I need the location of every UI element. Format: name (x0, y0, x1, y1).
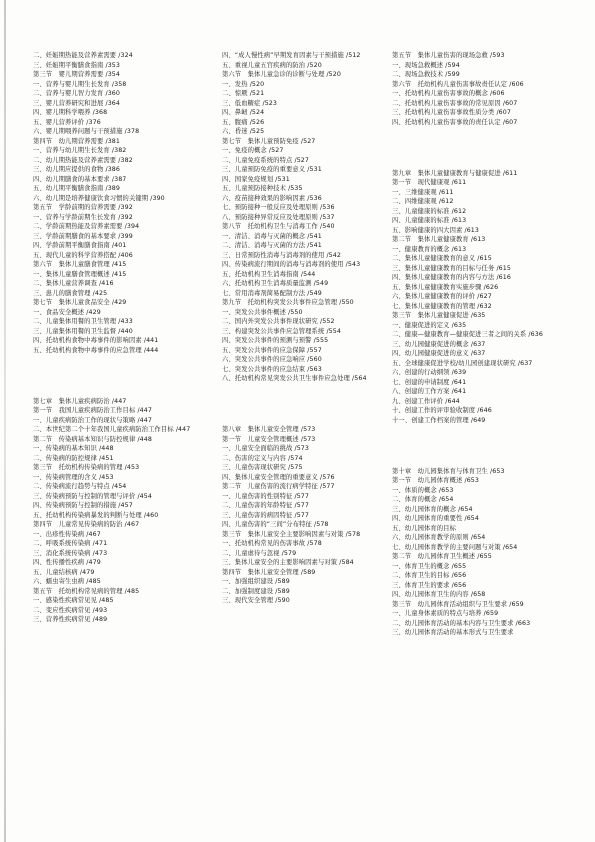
toc-column-left (33, 51, 198, 625)
toc-entry: 四、“成人慢性病”早期发育因素与干预措施 /512 (222, 52, 361, 59)
toc-entry: 一、集体儿童膳食管理概述 /415 (33, 270, 127, 278)
toc-entry: 第五节 托幼机构常见病的管理 /485 (33, 587, 140, 595)
toc-entry: 第一节 我国儿童疾病防治工作目标 /447 (33, 407, 152, 414)
toc-entry: 四、幼儿园体育的重要性 /654 (392, 515, 480, 522)
toc-entry: 二、本世纪第二个十年我国儿童疾病防治工作目标 /447 (33, 426, 191, 433)
toc-entry: 八、预防接种异常反应及处理原则 /537 (222, 213, 335, 221)
toc-entry: 四、幼儿园体育卫生的内容 /658 (392, 591, 486, 598)
toc-entry: 一、免疫的概念 /527 (222, 147, 284, 154)
toc-entry: 九、创建工作评价 /644 (392, 397, 460, 405)
toc-entry: 六、幼儿园体育教学的原则 /654 (392, 534, 486, 541)
toc-entry: 七、常用消毒剂简易配制方法 /549 (222, 289, 322, 297)
toc-entry: 二、儿童虐待与忽视 /579 (222, 549, 297, 557)
toc-entry: 二、现场急救技术 /599 (392, 71, 460, 78)
toc-entry: 二、呼吸系统传染病 /471 (33, 540, 108, 547)
toc-entry: 三、集体儿童安全的主要影响因素与对策 /584 (222, 559, 354, 566)
toc-entry: 二、儿童免疫系统的特点 /527 (222, 156, 310, 164)
toc-entry: 三、幼儿期应提供的食物 /386 (33, 166, 121, 173)
toc-entry: 三、幼儿园体育的概念 /654 (392, 505, 473, 513)
toc-entry: 一、传染病的基本知识 /448 (33, 445, 114, 452)
toc-entry: 一、传染病管理的含义 /453 (33, 473, 114, 481)
toc-entry: 二、托幼机构儿童伤害事故的常见原因 /607 (392, 99, 518, 107)
toc-entry: 五、托幼机构传染病暴发的判断与处理 /460 (33, 511, 159, 519)
toc-entry: 五、全球健康促进学校/幼儿园创建现状研究 /637 (392, 359, 533, 367)
toc-entry: 四、性传播性疾病 /479 (33, 559, 101, 566)
toc-entry: 四、学龄前期平衡膳食指南 /401 (33, 242, 127, 249)
toc-entry: 一、发热 /520 (222, 80, 265, 88)
toc-entry: 第八章 集体儿童安全管理 /573 (222, 426, 316, 433)
toc-entry: 第一节 幼儿园体育概述 /653 (392, 477, 480, 484)
toc-entry: 八、创建的工作方案 /641 (392, 388, 467, 395)
toc-entry: 八、托幼机构常见突发公共卫生事件应急处理 /564 (222, 375, 367, 382)
toc-entry: 四、鼻衄 /524 (222, 109, 265, 116)
toc-entry: 二、加强制度建设 /589 (222, 587, 290, 595)
toc-entry: 三、婴儿营养研究和进展 /364 (33, 99, 121, 107)
toc-entry: 二、儿童集体用餐的卫生管理 /433 (33, 318, 133, 325)
toc-entry: 四、国家免疫规划 /531 (222, 175, 290, 183)
toc-entry: 三、消化系统传染病 /473 (33, 549, 108, 557)
toc-entry: 四、托幼机构食物中毒事件的影响因素 /441 (33, 337, 159, 344)
toc-entry: 第七章 集体儿童疾病防治 /447 (33, 397, 127, 405)
toc-entry: 一、营养与学龄前期生长发育 /392 (33, 213, 133, 221)
toc-entry: 第二节 传染病基本知识与防控规律 /448 (33, 435, 152, 443)
toc-entry: 四、幼儿园健康促进的意义 /637 (392, 350, 486, 357)
toc-spacer (392, 143, 582, 153)
toc-entry: 五、突发公共事件的应急保障 /557 (222, 346, 322, 354)
toc-entry: 五、现代儿童的科学营养搭配 /406 (33, 251, 133, 259)
toc-entry: 第六节 托幼机构儿童伤害事故责任认定 /606 (392, 80, 524, 88)
toc-entry: 第八节 托幼机构卫生与消毒工作 /540 (222, 223, 335, 230)
toc-entry: 一、儿童疾病防治工作的现状与策略 /447 (33, 416, 152, 424)
toc-entry: 一、营养与幼儿期生长发育 /382 (33, 147, 127, 154)
toc-entry: 四、突发公共事件的预测与预警 /555 (222, 337, 329, 344)
toc-entry: 第六节 集体儿童膳食管理 /415 (33, 261, 127, 268)
toc-entry: 四、幼儿期膳食的基本要求 /387 (33, 175, 127, 183)
toc-entry: 第九章 集体儿童健康教育与健康促进 /611 (392, 169, 518, 177)
toc-entry: 第五节 学龄前期的营养需要 /392 (33, 204, 133, 211)
toc-entry: 七、集体儿童健康教育的管理 /632 (392, 302, 492, 310)
toc-entry: 十一、创建工作档案的管理 /649 (392, 416, 486, 424)
toc-entry: 三、学龄前期膳食的基本要求 /399 (33, 232, 133, 240)
toc-entry: 第三节 集体儿童健康促进 /635 (392, 312, 486, 319)
toc-entry: 六、创建的行动纲领 /639 (392, 369, 467, 376)
toc-entry: 一、突发公共事件概述 /550 (222, 308, 303, 316)
toc-entry: 二、惊厥 /521 (222, 90, 265, 97)
toc-entry: 第三节 托幼机构传染病的管理 /453 (33, 464, 140, 471)
toc-entry: 三、儿童预防免疫的重要意义 /531 (222, 166, 322, 173)
toc-spacer (33, 371, 198, 381)
toc-entry: 三、患儿的膳食管理 /425 (33, 289, 108, 297)
toc-entry: 第六节 集体儿童急诊的诊断与处理 /520 (222, 71, 341, 78)
toc-entry: 一、出疹性传染病 /467 (33, 530, 101, 538)
toc-entry: 四、集体儿童安全管理的重要意义 /576 (222, 473, 335, 481)
toc-entry: 五、幼儿园体育的目标 (392, 524, 456, 532)
toc-entry: 六、幼儿期是培养健康饮食习惯的关键期 /390 (33, 194, 165, 202)
toc-entry: 一、食品安全概述 /429 (33, 308, 101, 316)
toc-entry: 七、创建的申请制度 /641 (392, 378, 467, 386)
toc-entry: 二、幼儿期热能及营养素需要 /382 (33, 156, 133, 164)
toc-entry: 三、构建突发公共事件应急管理系统 /554 (222, 327, 341, 335)
toc-entry: 三、传染病预防与控制的管理与评价 /454 (33, 492, 152, 500)
toc-entry: 三、儿童集体用餐的卫生监督 /440 (33, 327, 133, 335)
toc-entry: 六、突发公共事件的应急响应 /560 (222, 356, 322, 363)
toc-entry: 第二节 幼儿园体育卫生概述 /655 (392, 553, 492, 560)
toc-entry: 第四节 幼儿期营养需要 /381 (33, 137, 121, 145)
toc-entry: 五、托幼机构食物中毒事件的应急管理 /444 (33, 346, 159, 354)
toc-entry: 三、妊娠期平衡膳食指南 /353 (33, 61, 121, 69)
toc-entry: 一、体质的概念 /653 (392, 486, 454, 494)
toc-entry: 七、突发公共事件的应急结束 /563 (222, 365, 322, 373)
toc-entry: 一、三维健康观 /611 (392, 188, 454, 196)
toc-entry: 三、幼儿园体育活动的基本形式与卫生要求 (392, 629, 514, 636)
toc-entry: 一、加强组织建设 /589 (222, 578, 290, 585)
toc-entry: 五、重视儿童五官疾病的防治 /520 (222, 61, 322, 69)
toc-entry: 三、现代安全管理 /590 (222, 597, 290, 604)
toc-entry: 四、集体儿童健康教育的内容与方法 /616 (392, 274, 511, 281)
toc-spacer (392, 441, 582, 451)
toc-entry: 五、集体儿童健康教育实施步骤 /626 (392, 283, 499, 291)
toc-entry: 一、感染性疾病常见见 /485 (33, 597, 114, 604)
toc-entry: 一、健康促进的定义 /635 (392, 321, 467, 329)
toc-entry: 第三节 婴儿期营养需要 /354 (33, 71, 121, 78)
toc-entry: 二、集体儿童营养调查 /416 (33, 280, 114, 287)
toc-entry: 二、体育卫生的目标 /656 (392, 572, 467, 579)
toc-entry: 第七节 集体儿童食品安全 /429 (33, 299, 127, 306)
toc-entry: 四、婴儿期科学喂养 /368 (33, 109, 108, 116)
toc-spacer (222, 400, 387, 410)
toc-entry: 二、四维健康观 /612 (392, 198, 454, 205)
toc-entry: 二、幼儿园体育活动的基本内容与卫生要求 /663 (392, 619, 531, 627)
toc-entry: 五、腹痛 /526 (222, 118, 265, 126)
toc-entry: 三、儿童伤害的病因特征 /577 (222, 511, 310, 519)
toc-entry: 七、预防接种一般反应及处理原则 /536 (222, 204, 335, 211)
toc-entry: 第四节 儿童常见传染病的防治 /467 (33, 521, 140, 528)
toc-entry: 一、体育卫生的概念 /655 (392, 562, 467, 570)
toc-entry: 三、低血糖症 /523 (222, 99, 278, 107)
toc-entry: 第二节 集体儿童健康教育 /613 (392, 236, 486, 243)
toc-entry: 四、托幼机构儿童伤害事故的责任认定 /607 (392, 118, 518, 126)
toc-column-middle (222, 51, 387, 606)
toc-entry: 四、传染病预防与控制的措施 /457 (33, 502, 133, 509)
toc-entry: 二、健康—健康教育—健康促进三者之间的关系 /636 (392, 331, 543, 338)
toc-entry: 二、体育的概念 /654 (392, 496, 454, 503)
toc-column-right (392, 51, 582, 638)
toc-entry: 二、妊娠期热能及营养素需要 /324 (33, 52, 133, 59)
toc-entry: 第九节 托幼机构突发公共事件应急管理 /550 (222, 299, 354, 306)
toc-entry: 五、儿童预防接种技术 /535 (222, 185, 303, 192)
toc-entry: 三、日常预防性消毒与消毒剂的使用 /542 (222, 251, 341, 259)
toc-entry: 二、传染病流行趋势与特点 /454 (33, 483, 127, 490)
toc-entry: 第三节 幼儿园体育活动组织与卫生要求 /659 (392, 600, 524, 608)
toc-entry: 三、体育卫生的要求 /656 (392, 581, 467, 589)
toc-entry: 二、国内外突发公共事件现状研究 /552 (222, 318, 335, 325)
toc-entry: 第七节 集体儿童预防免疫 /527 (222, 137, 316, 145)
toc-entry: 十、创建工作的评审验收制度 /646 (392, 407, 492, 414)
toc-entry: 三、儿童健康的标准 /612 (392, 207, 467, 215)
toc-entry: 五、婴儿营养评价 /376 (33, 118, 101, 126)
toc-entry: 第三节 集体儿童安全主要影响因素与对策 /578 (222, 530, 361, 538)
toc-entry: 二、集体儿童健康教育的意义 /615 (392, 255, 492, 262)
toc-entry: 第十章 幼儿园集体育与体育卫生 /653 (392, 467, 505, 475)
toc-entry: 五、托幼机构卫生消毒指南 /544 (222, 270, 316, 278)
toc-entry: 第四节 集体儿童安全管理 /589 (222, 568, 316, 576)
toc-entry: 一、营养与婴儿期生长发育 /358 (33, 80, 127, 88)
toc-entry: 五、幼儿期平衡膳食指南 /389 (33, 185, 121, 192)
toc-entry: 一、儿童身体素质的特点与培养 /659 (392, 610, 499, 617)
toc-entry: 三、幼儿园健康促进的概念 /637 (392, 340, 486, 348)
toc-entry: 二、儿童伤害的年龄特征 /577 (222, 502, 310, 509)
toc-entry: 四、传染病流行期间的消毒与消毒剂的使用 /543 (222, 261, 361, 268)
toc-entry: 一、现场急救概述 /594 (392, 61, 460, 69)
toc-entry: 五、儿童结核病 /479 (33, 568, 95, 576)
toc-entry: 一、健康教育的概念 /613 (392, 245, 467, 253)
toc-entry: 一、托幼机构儿童伤害事故的概念 /606 (392, 90, 505, 97)
toc-entry: 二、变应性疾病常见 /493 (33, 606, 108, 614)
toc-entry: 一、清洁、消毒与灭菌的概念 /541 (222, 232, 322, 240)
toc-entry: 三、营养性疾病常见 /489 (33, 616, 108, 623)
toc-entry: 二、伤害的定义与内容 /574 (222, 454, 303, 462)
toc-entry: 二、学龄前期热能及营养素需要 /394 (33, 223, 140, 230)
scan-edge-shadow (4, 0, 6, 842)
toc-entry: 四、儿童伤害的“三间”分布特征 /578 (222, 521, 329, 528)
toc-entry: 一、儿童伤害的性别特征 /577 (222, 492, 310, 500)
toc-entry: 第一节 现代健康观 /611 (392, 179, 467, 186)
toc-entry: 五、影响健康的四大因素 /613 (392, 226, 480, 234)
toc-entry: 三、儿童伤害现状研究 /575 (222, 464, 303, 471)
toc-entry: 六、蠕虫寄生虫病 /485 (33, 578, 101, 585)
toc-entry: 二、清洁、消毒与灭菌的方法 /541 (222, 242, 322, 249)
toc-entry: 第二节 儿童伤害的流行病学特征 /577 (222, 483, 335, 490)
toc-entry: 三、集体儿童健康教育的目标与任务 /615 (392, 264, 511, 272)
toc-entry: 一、托幼机构常见的伤害事故 /578 (222, 540, 322, 547)
toc-entry: 六、昏迷 /525 (222, 128, 265, 135)
toc-entry: 第五节 集体儿童伤害的现场急救 /593 (392, 52, 505, 59)
toc-entry: 六、疫苗接种效果的影响因素 /536 (222, 194, 322, 202)
toc-entry: 七、幼儿园体育教学的主要问题与对策 /654 (392, 543, 518, 551)
toc-entry: 六、托幼机构卫生消毒质量监测 /549 (222, 280, 329, 287)
toc-entry: 第一节 儿童安全管理概述 /573 (222, 435, 316, 443)
toc-entry: 四、儿童健康的标准 /613 (392, 217, 467, 224)
toc-entry: 二、传染病的防控规律 /451 (33, 454, 114, 462)
toc-entry: 一、儿童安全面临的挑战 /573 (222, 445, 310, 452)
toc-entry: 六、集体儿童健康教育的评价 /627 (392, 293, 492, 300)
toc-entry: 六、婴儿期喂养问题与干预措施 /378 (33, 128, 140, 135)
toc-entry: 二、营养与婴儿智力发育 /360 (33, 90, 121, 97)
toc-entry: 三、托幼机构儿童伤害事故性质分类 /607 (392, 109, 511, 116)
